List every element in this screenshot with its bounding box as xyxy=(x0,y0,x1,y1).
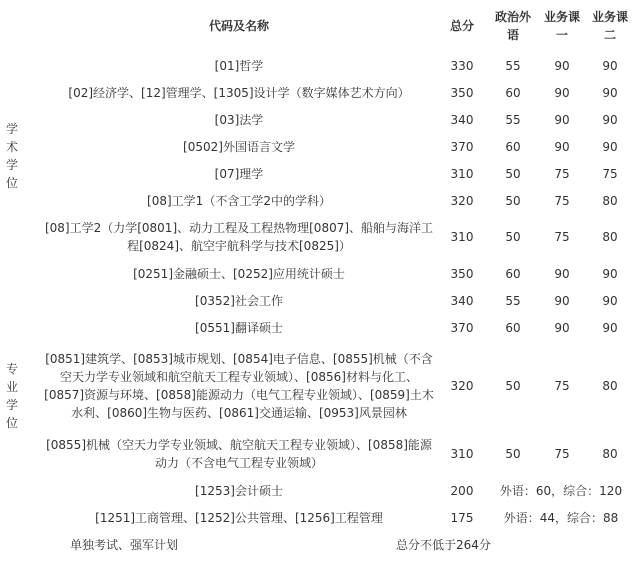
table-row xyxy=(0,214,634,260)
row-total: 310 xyxy=(450,166,474,181)
row-course2: 90 xyxy=(602,58,618,73)
row-politics: 50 xyxy=(505,230,521,244)
footer-right: 总分不低于264分 xyxy=(396,537,491,552)
table-row xyxy=(0,133,634,160)
row-course2: 80 xyxy=(602,447,618,461)
row-total: 340 xyxy=(450,112,474,127)
row-total: 330 xyxy=(450,58,474,73)
table-row xyxy=(0,287,634,314)
row-course1: 75 xyxy=(554,166,570,181)
row-politics: 55 xyxy=(505,112,521,127)
table-row xyxy=(0,79,634,106)
row-total: 350 xyxy=(450,85,474,100)
row-politics: 50 xyxy=(505,447,521,461)
course1-header: 业务课一 xyxy=(544,10,581,42)
row-course1: 75 xyxy=(554,447,570,461)
row-course2: 75 xyxy=(602,166,618,181)
row-course2: 90 xyxy=(602,266,618,281)
row-course1: 75 xyxy=(554,230,570,244)
professional-category: 专业学位 xyxy=(6,361,19,430)
header-row xyxy=(0,0,634,52)
row-politics: 50 xyxy=(505,193,521,208)
row-politics: 55 xyxy=(505,58,521,73)
row-total: 350 xyxy=(450,266,474,281)
table-row xyxy=(0,504,634,531)
row-total: 310 xyxy=(450,447,474,461)
row-course2: 80 xyxy=(602,379,618,393)
row-course1: 90 xyxy=(554,320,570,335)
category-header xyxy=(0,0,42,52)
row-total: 320 xyxy=(450,379,474,393)
row-name: [02]经济学、[12]管理学、[1305]设计学（数字媒体艺术方向） xyxy=(68,85,410,100)
row-name: [01]哲学 xyxy=(214,58,264,73)
course2-header: 业务课二 xyxy=(592,10,629,42)
row-total: 320 xyxy=(450,193,474,208)
row-total: 200 xyxy=(450,483,474,498)
row-merged-scores: 外语：44，综合：88 xyxy=(503,510,619,525)
row-course1: 90 xyxy=(554,139,570,154)
row-name: [0551]翻译硕士 xyxy=(195,320,283,335)
row-course2: 90 xyxy=(602,139,618,154)
row-politics: 60 xyxy=(505,139,521,154)
name-header: 代码及名称 xyxy=(208,19,269,33)
table-row xyxy=(0,314,634,341)
row-course1: 75 xyxy=(554,193,570,208)
row-total: 370 xyxy=(450,139,474,154)
row-course2: 90 xyxy=(602,85,618,100)
row-name: [1251]工商管理、[1252]公共管理、[1256]工程管理 xyxy=(95,510,383,525)
table-row xyxy=(0,52,634,79)
table-row xyxy=(0,477,634,504)
table-row xyxy=(0,106,634,133)
row-name: [0851]建筑学、[0853]城市规划、[0854]电子信息、[0855]机械（不含空天力学专业领域和航空航天工程专业领域）、[0856]材料与化工、[0857]资源与环境、[0858]能源动力（电气工程专业领域）、[0859]土木水利、[0860]生物与医药、[0861]交通运输、[0953]风景园林 xyxy=(44,352,434,420)
footer-left: 单独考试、强军计划 xyxy=(70,537,179,552)
row-politics: 60 xyxy=(505,85,521,100)
row-politics: 60 xyxy=(505,320,521,335)
row-name: [08]工学2（力学[0801]、动力工程及工程热物理[0807]、船舶与海洋工程[0824]、航空宇航科学与技术[0825]） xyxy=(44,221,434,253)
table-row xyxy=(0,260,634,287)
row-course1: 75 xyxy=(554,379,570,393)
row-course1: 90 xyxy=(554,58,570,73)
table-row xyxy=(0,341,634,431)
table-row xyxy=(0,431,634,477)
row-total: 340 xyxy=(450,293,474,308)
politics-header: 政治外语 xyxy=(494,10,531,42)
row-politics: 50 xyxy=(505,166,521,181)
row-course1: 90 xyxy=(554,112,570,127)
row-course1: 90 xyxy=(554,266,570,281)
row-course1: 90 xyxy=(554,85,570,100)
row-course2: 80 xyxy=(602,193,618,208)
row-course2: 90 xyxy=(602,320,618,335)
footer-row xyxy=(0,531,634,558)
row-name: [08]工学1（不含工学2中的学科） xyxy=(147,193,331,208)
row-course1: 90 xyxy=(554,293,570,308)
row-name: [1253]会计硕士 xyxy=(195,483,283,498)
academic-category: 学术学位 xyxy=(6,122,19,190)
row-total: 310 xyxy=(450,230,474,244)
row-merged-scores: 外语：60，综合：120 xyxy=(499,483,623,498)
row-name: [0251]金融硕士、[0252]应用统计硕士 xyxy=(133,266,345,281)
total-header: 总分 xyxy=(449,19,474,33)
table-row xyxy=(0,160,634,187)
row-course2: 90 xyxy=(602,112,618,127)
row-politics: 55 xyxy=(505,293,521,308)
row-total: 370 xyxy=(450,320,474,335)
row-politics: 50 xyxy=(505,379,521,393)
row-course2: 80 xyxy=(602,230,618,244)
row-name: [03]法学 xyxy=(214,112,264,127)
row-course2: 90 xyxy=(602,293,618,308)
row-name: [0855]机械（空天力学专业领域、航空航天工程专业领域）、[0858]能源动力（不含电气工程专业领域） xyxy=(46,438,432,470)
row-total: 175 xyxy=(450,510,474,525)
table-row xyxy=(0,187,634,214)
row-name: [0352]社会工作 xyxy=(195,293,283,308)
row-name: [0502]外国语言文学 xyxy=(183,139,295,154)
row-politics: 60 xyxy=(505,266,521,281)
row-name: [07]理学 xyxy=(214,166,264,181)
